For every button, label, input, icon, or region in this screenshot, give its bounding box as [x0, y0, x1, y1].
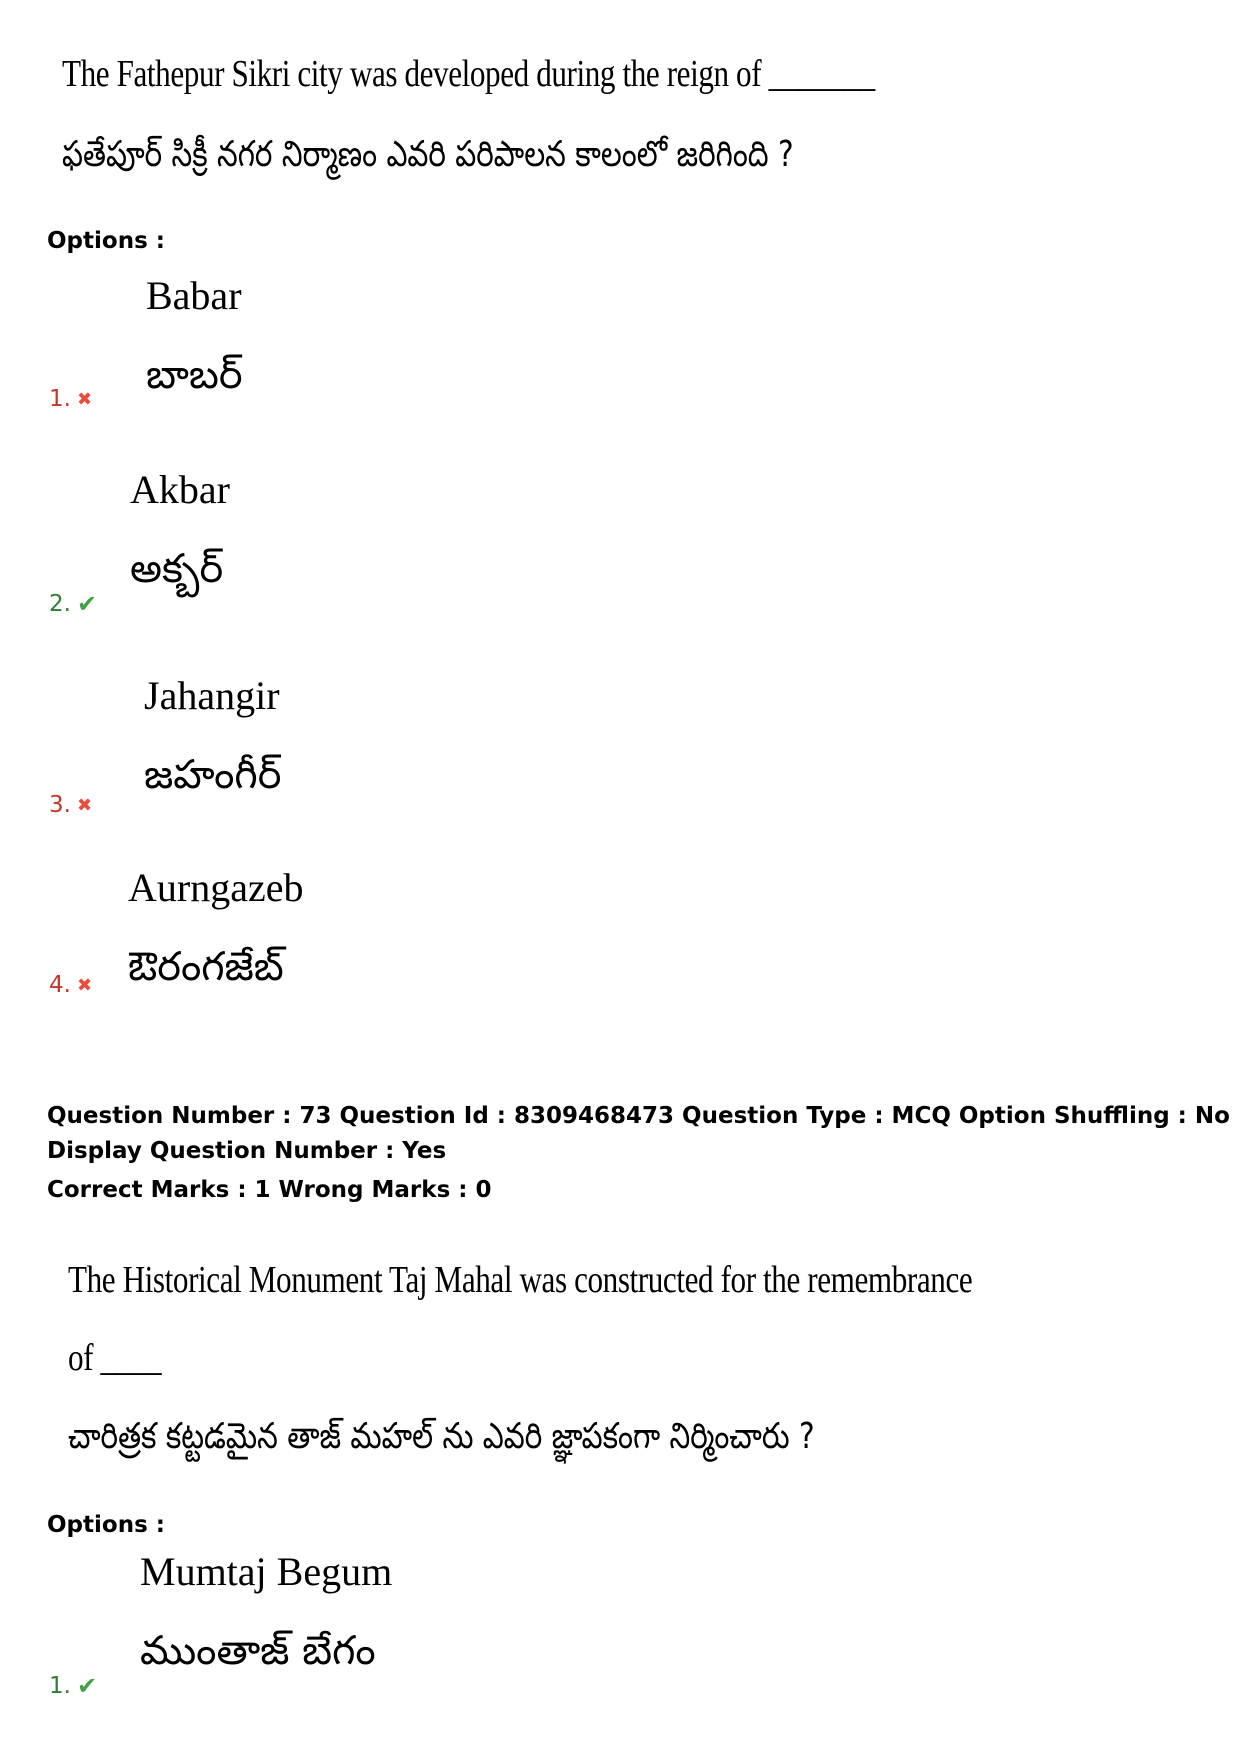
question-meta-line-1: Question Number : 73 Question Id : 8309468473 Question Type : MCQ Option Shuffling : No — [47, 1103, 1230, 1129]
option-number-label: 3. — [49, 792, 71, 818]
option-2-number — [49, 590, 97, 618]
options-label: Options : — [47, 1512, 165, 1538]
option-3-number — [49, 792, 92, 818]
option-4-en: Aurngazeb — [128, 865, 304, 910]
option-3-en: Jahangir — [144, 673, 280, 718]
option-number-label: 4. — [49, 972, 71, 998]
question-meta-marks: Correct Marks : 1 Wrong Marks : 0 — [47, 1177, 492, 1203]
option-3-te: జహంగీర్ — [144, 752, 282, 798]
option-number-label: 1. — [49, 386, 71, 412]
question-meta — [47, 1099, 1230, 1208]
question-text-te: ఫతేపూర్ సిక్రీ నగర నిర్మాణం ఎవరి పరిపాలన కాలంలో జరిగింది ? — [62, 134, 794, 175]
options-label: Options : — [47, 228, 165, 254]
option-number-label: 2. — [49, 591, 71, 617]
cross-icon: ✖ — [76, 974, 93, 996]
option-1-number — [49, 386, 92, 412]
option-1-en: Mumtaj Begum — [140, 1549, 393, 1594]
check-icon: ✔ — [76, 1672, 98, 1700]
question-text-te: చారిత్రక కట్టడమైన తాజ్ మహల్ ను ఎవరి జ్ఞాపకంగా నిర్మించారు ? — [68, 1416, 815, 1457]
question-text-en-line-1: The Historical Monument Taj Mahal was constructed for the remembrance — [68, 1259, 973, 1301]
option-number-label: 1. — [49, 1673, 71, 1699]
check-icon: ✔ — [76, 590, 98, 618]
cross-icon: ✖ — [76, 794, 93, 816]
option-4-number — [49, 972, 92, 998]
option-2-te: అక్బర్ — [130, 546, 224, 592]
option-1-en: Babar — [146, 273, 242, 318]
option-2-en: Akbar — [130, 467, 230, 512]
option-1-te: ముంతాజ్ బేగం — [140, 1628, 376, 1674]
question-text-en-line-2: of ____ — [68, 1337, 162, 1379]
cross-icon: ✖ — [76, 388, 93, 410]
question-meta-line-2: Display Question Number : Yes — [47, 1138, 447, 1164]
option-1-te: బాబర్ — [146, 352, 243, 398]
option-4-te: ఔరంగజేబ్ — [128, 944, 284, 990]
question-text-en: The Fathepur Sikri city was developed during the reign of _______ — [62, 53, 875, 95]
option-1-number — [49, 1672, 97, 1700]
